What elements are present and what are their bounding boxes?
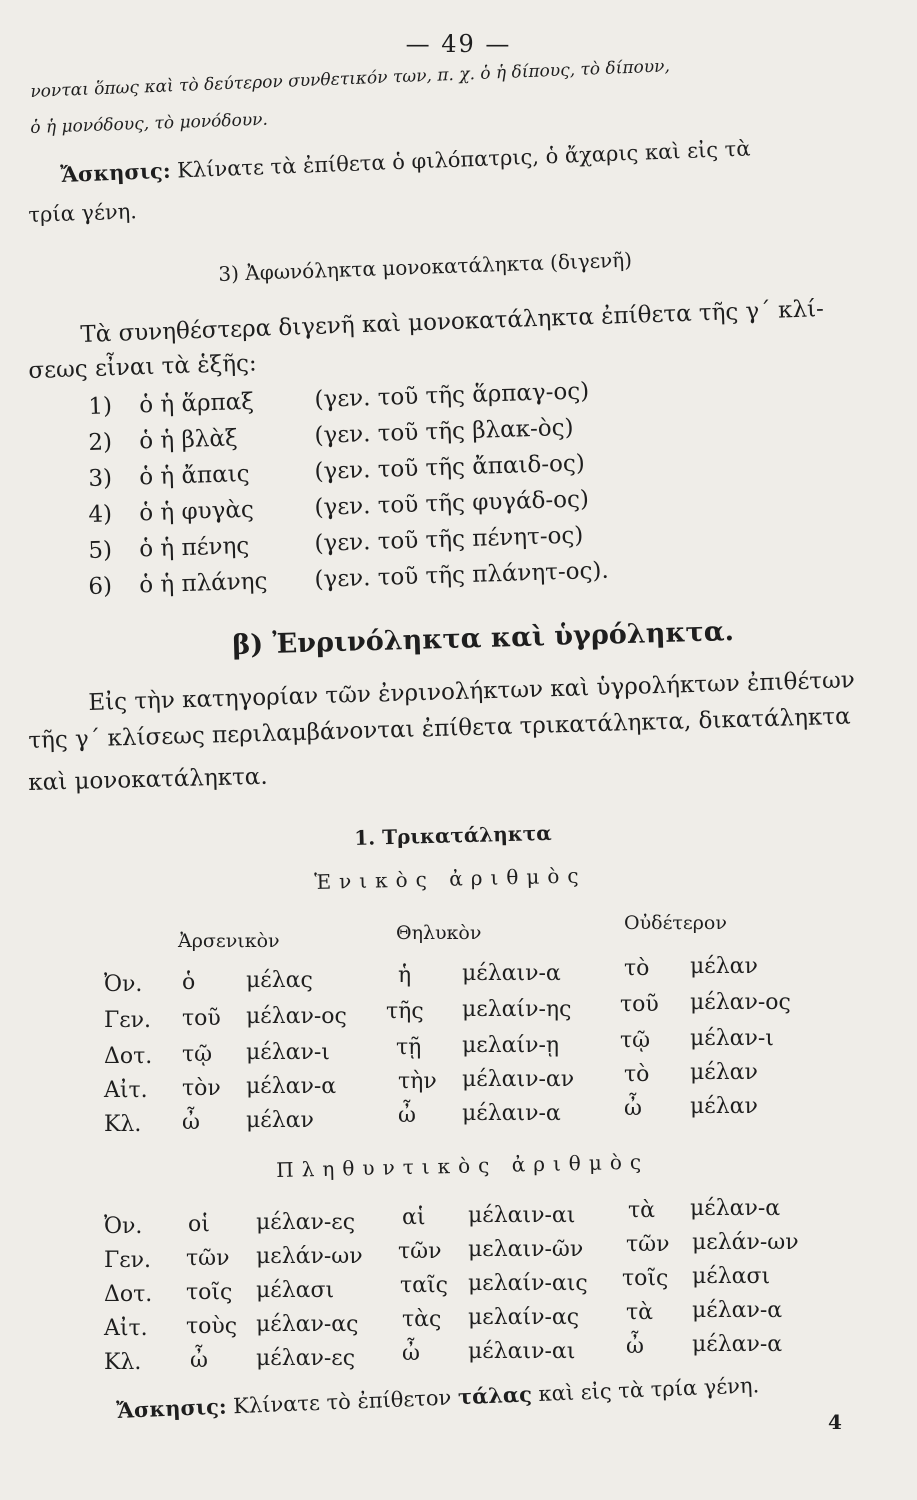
- exercise-1-line-1: [60, 135, 751, 186]
- page-number: — 49 —: [405, 30, 512, 58]
- section-3-para-line-2: σεως εἶναι τὰ ἑξῆς:: [28, 350, 258, 384]
- intro-line-2: ὁ ἡ μονόδους, τὸ μονόδουν.: [30, 109, 269, 138]
- list-item: 1) ὁ ἡ ἅρπαξ (γεν. τοῦ τῆς ἅρπαγ-ος): [88, 378, 590, 420]
- exercise-1-label: Ἄσκησις:: [60, 157, 172, 187]
- tricat-heading: 1. Τρικατάληκτα: [354, 820, 552, 850]
- exercise-1-line-2: τρία γένη.: [28, 199, 138, 227]
- list-item: 4) ὁ ἡ φυγὰς (γεν. τοῦ τῆς φυγάδ-ος): [88, 486, 590, 528]
- list-item: 3) ὁ ἡ ἄπαις (γεν. τοῦ τῆς ἄπαιδ-ος): [88, 450, 586, 492]
- section-b-para-line-3: καὶ μονοκατάληκτα.: [28, 763, 268, 796]
- exercise-2: [116, 1372, 760, 1423]
- intro-line-1: νονται ὅπως καὶ τὸ δεύτερον συνθετικόν των, π. χ. ὁ ἡ δίπους, τὸ δίπουν,: [30, 56, 671, 102]
- signature-mark: 4: [828, 1410, 842, 1434]
- exercise-2-word: τάλας: [457, 1381, 533, 1410]
- exercise-2-post: καὶ εἰς τὰ τρία γένη.: [538, 1373, 760, 1407]
- book-page: — 49 — νονται ὅπως καὶ τὸ δεύτερον συνθετικόν των, π. χ. ὁ ἡ δίπους, τὸ δίπουν, ὁ ἡ μονόδους, τὸ μονόδουν. Ἄσκησις: Κλίνατε τὰ ἐπίθετα ὁ φιλόπατρις, ὁ ἄχαρις καὶ εἰς τὰ τρία γένη. 3) Ἀφωνόληκτα μονοκατάληκτα (διγενῆ) Τὰ συνηθέστερα διγενῆ καὶ μονοκατάληκτα ἐπίθετα τῆς γ΄ κλί- σεως εἶναι τὰ ἑξῆς: 1) ὁ ἡ ἅρπαξ (γεν. τοῦ τῆς ἅρπαγ-ος) 2) ὁ ἡ βλὰξ (γεν. τοῦ τῆς βλακ-ὸς) 3) ὁ ἡ ἄπαις (γεν. τοῦ τῆς ἄπαιδ-ος) 4) ὁ ἡ φυγὰς (γεν. τοῦ τῆς φυγάδ-ος) 5) ὁ ἡ πένης (γεν. τοῦ τῆς πένητ-ος) 6) ὁ ἡ πλάνης (γεν. τοῦ τῆς πλάνητ-ος). β) Ἐνρινόληκτα καὶ ὑγρόληκτα. Εἰς τὴν κατηγορίαν τῶν ἐνρινολήκτων καὶ ὑγρολήκτων ἐπιθέτων τῆς γ΄ κλίσεως περιλαμβάνονται ἐπίθετα τρικατάληκτα, δικατάληκτα καὶ μονοκατάληκτα. 1. Τρικατάληκτα Ἑνικὸς ἀριθμὸς Ἀρσενικὸν Θηλυκὸν Οὐδέτερον Ὀν. ὁ μέλας ἡ μέλαιν-α τὸ μέλαν Γεν. τοῦ μέλαν-ος τῆς μελαίν-ης τοῦ μέλαν-ος Δοτ. τῷ μέλαν-ι τῇ μελαίν-ῃ τῷ μέλαν-ι Αἰτ. τὸν μέλαν-α τὴν μέλαιν-αν τὸ μέλαν Κλ. ὦ μέλαν ὦ μέλαιν-α ὦ μέλαν Πληθυντικὸς ἀριθμὸς Ὀν. οἱ μέλαν-ες αἱ μέλαιν-αι τὰ μέλαν-α Γεν. τῶν μελάν-ων τῶν μελαιν-ῶν τῶν μελάν-ων Δοτ. τοῖς μέλασι ταῖς μελαίν-αις τοῖς μέλασι Αἰτ. τοὺς μέλαν-ας τὰς μελαίν-ας τὰ μέλαν-α Κλ. ὦ μέλαν-ες ὦ μέλαιν-αι ὦ μέλαν-α Ἄσκησις: Κλίνατε τὸ ἐπίθετον τάλας καὶ εἰς τὰ τρία γένη. 4: [0, 0, 917, 1500]
- list-item: 5) ὁ ἡ πένης (γεν. τοῦ τῆς πένητ-ος): [88, 522, 584, 564]
- col-header-feminine: Θηλυκὸν: [396, 922, 482, 944]
- list-item: 6) ὁ ἡ πλάνης (γεν. τοῦ τῆς πλάνητ-ος).: [88, 557, 610, 600]
- section-3-heading: 3) Ἀφωνόληκτα μονοκατάληκτα (διγενῆ): [218, 247, 633, 286]
- list-item: 2) ὁ ἡ βλὰξ (γεν. τοῦ τῆς βλακ-ὸς): [88, 414, 574, 456]
- exercise-2-pre: Κλίνατε τὸ ἐπίθετον: [232, 1385, 452, 1419]
- section-b-heading: β) Ἐνρινόληκτα καὶ ὑγρόληκτα.: [232, 615, 735, 661]
- section-b-para-line-1: Εἰς τὴν κατηγορίαν τῶν ἐνρινολήκτων καὶ ὑγρολήκτων ἐπιθέτων: [88, 667, 856, 716]
- col-header-neuter: Οὐδέτερον: [624, 912, 727, 934]
- section-b-para-line-2: τῆς γ΄ κλίσεως περιλαμβάνονται ἐπίθετα τρικατάληκτα, δικατάληκτα: [28, 703, 851, 754]
- section-3-para-line-1: Τὰ συνηθέστερα διγενῆ καὶ μονοκατάληκτα ἐπίθετα τῆς γ΄ κλί-: [80, 296, 825, 348]
- exercise-1-text: Κλίνατε τὰ ἐπίθετα ὁ φιλόπατρις, ὁ ἄχαρις καὶ εἰς τὰ: [176, 136, 751, 183]
- singular-label: Ἑνικὸς ἀριθμὸς: [314, 863, 587, 894]
- col-header-masculine: Ἀρσενικὸν: [178, 930, 280, 952]
- exercise-2-label: Ἄσκησις:: [116, 1393, 228, 1423]
- plural-label: Πληθυντικὸς ἀριθμὸς: [276, 1149, 650, 1182]
